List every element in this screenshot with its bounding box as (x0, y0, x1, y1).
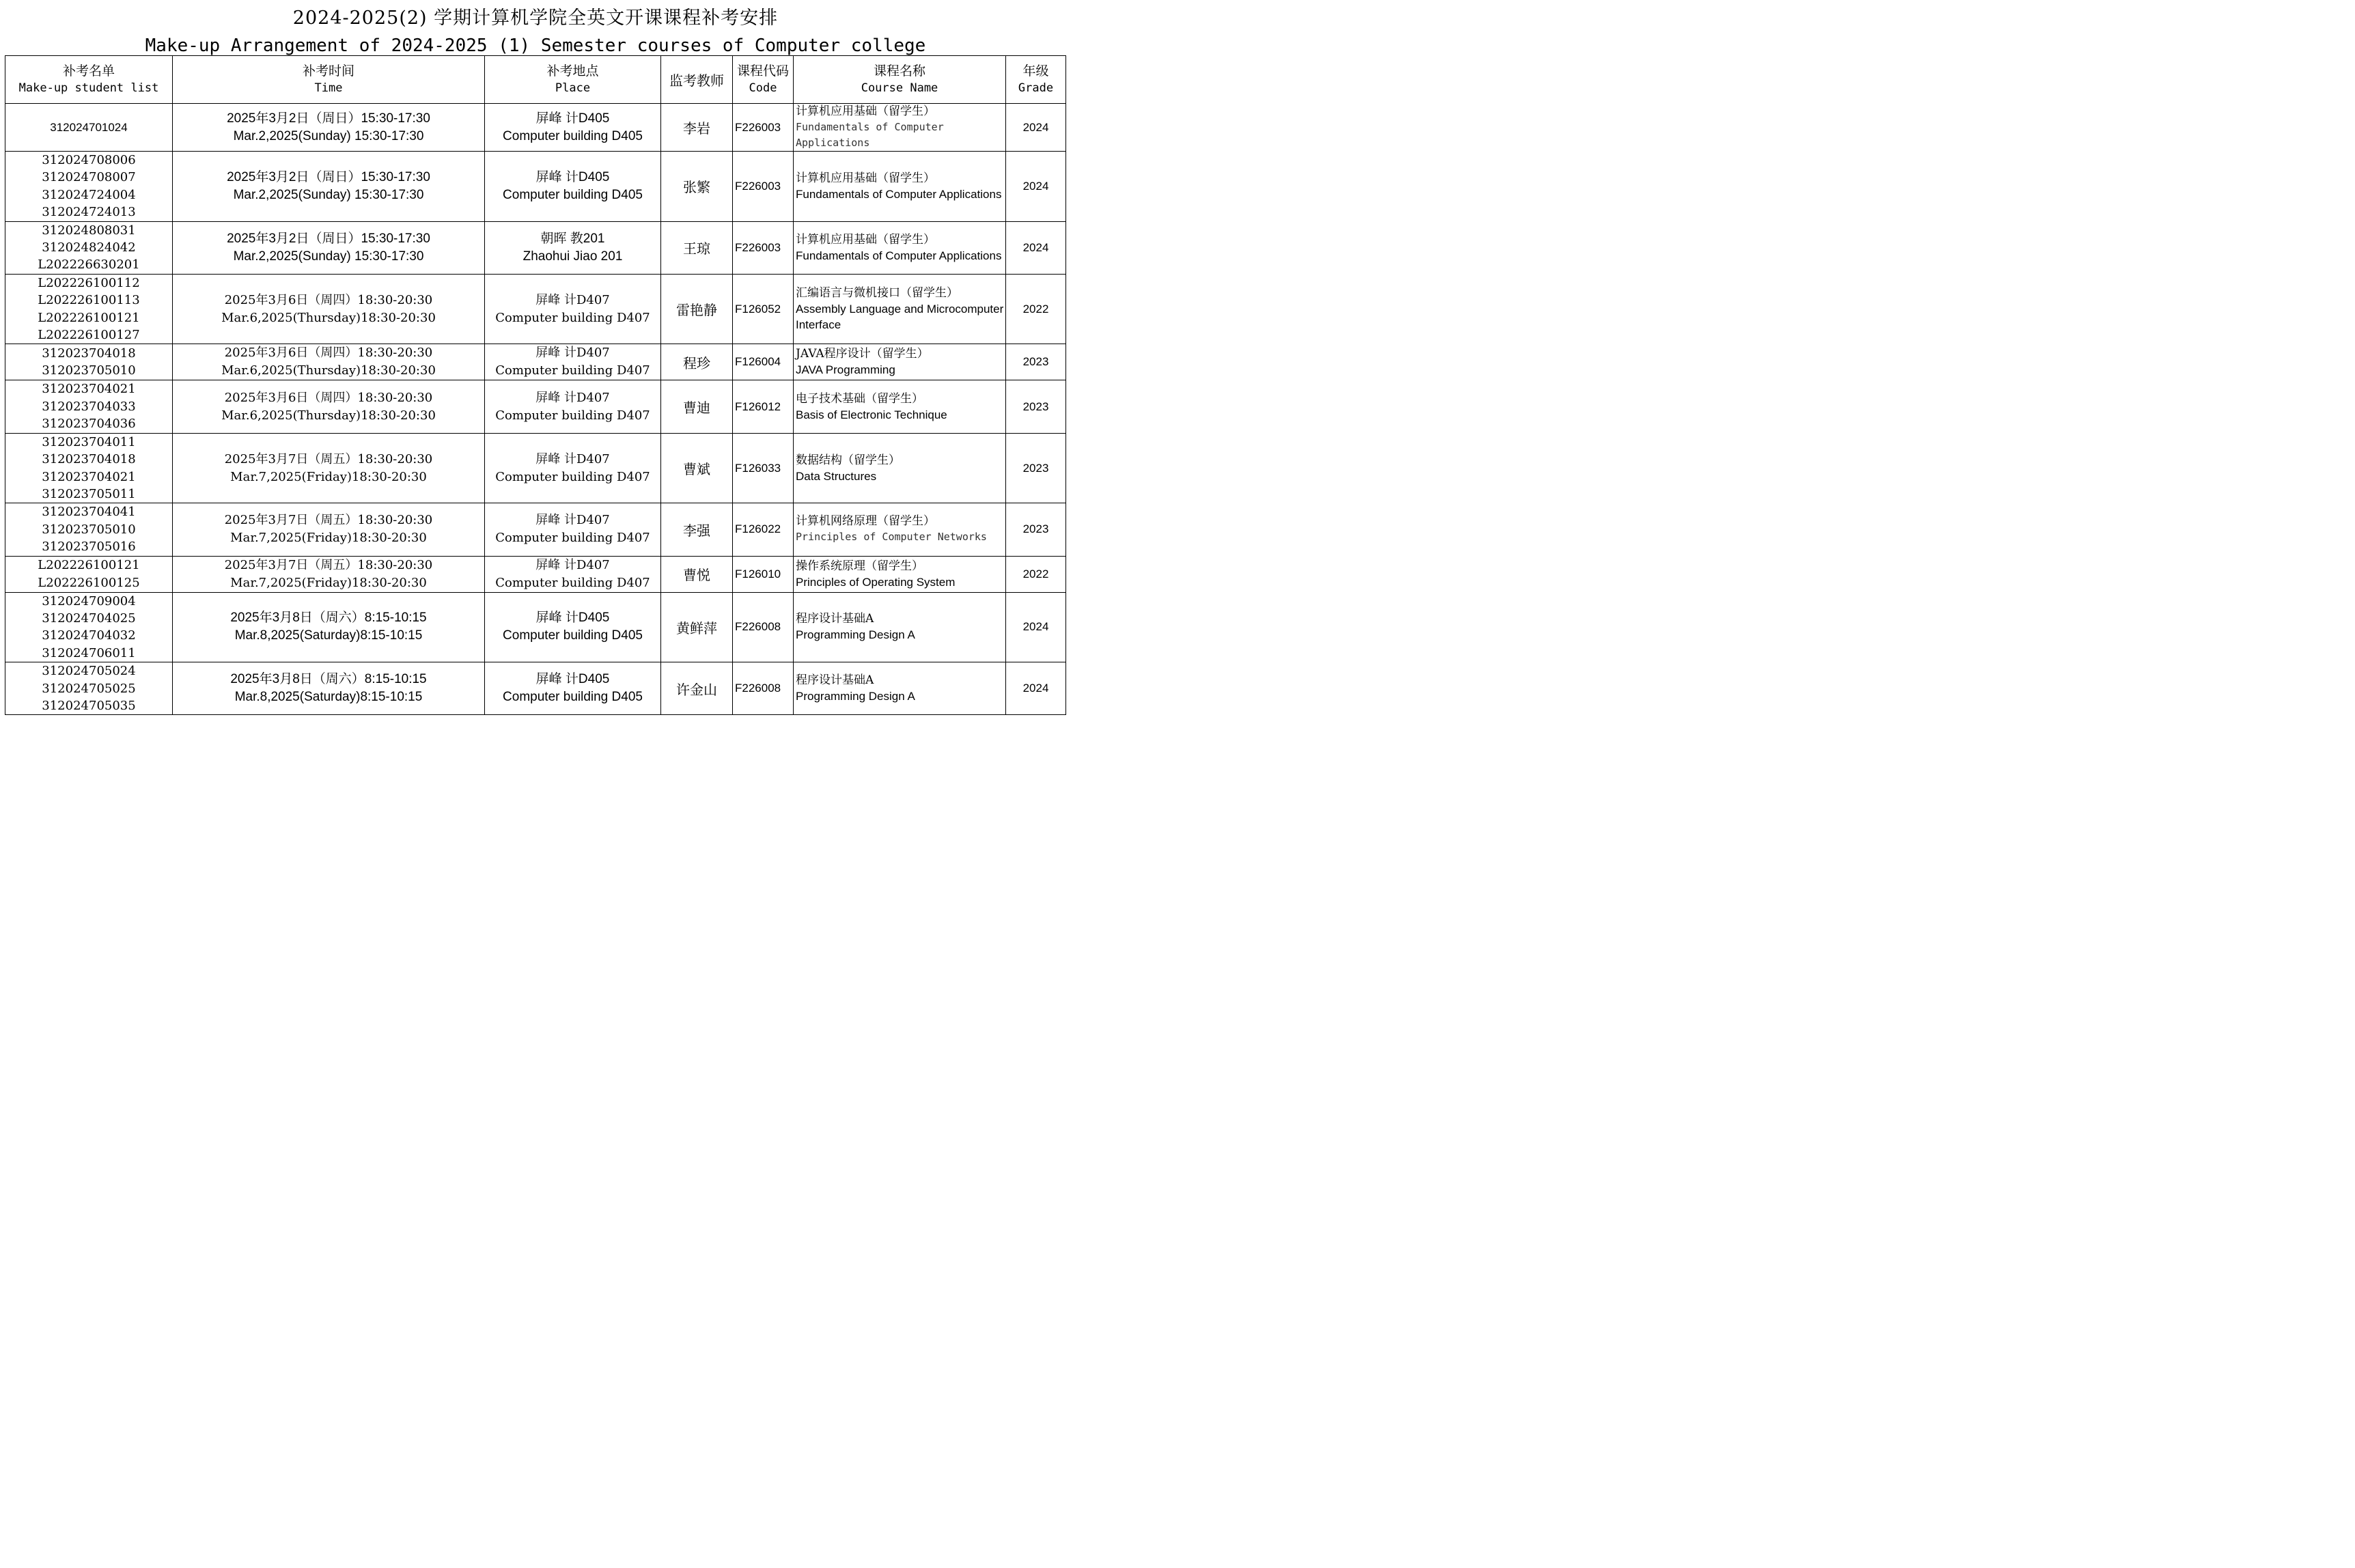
table-row (5, 344, 1066, 380)
header-code-en: Code (749, 81, 777, 95)
header-teacher[interactable] (661, 56, 733, 104)
students-cell[interactable] (5, 152, 173, 222)
table-row (5, 556, 1066, 592)
header-grade-cn: 年级 (1022, 63, 1049, 79)
students-cell[interactable] (5, 556, 173, 592)
time-cn: 2025年3月7日（周五）18:30-20:30 (224, 513, 433, 528)
students-cell[interactable] (5, 592, 173, 662)
students-cell[interactable] (5, 380, 173, 433)
course-name-en: Principles of Operating System (796, 575, 956, 589)
teacher-cell[interactable]: 曹悦 (661, 556, 733, 592)
header-row (5, 56, 1066, 104)
table-row (5, 592, 1066, 662)
place-cn: 朝晖 教201 (540, 231, 605, 246)
grade-cell[interactable]: 2023 (1006, 344, 1066, 380)
student-id: 312024705035 (42, 698, 136, 713)
teacher-cell[interactable]: 李岩 (661, 104, 733, 152)
student-id: 312023705010 (42, 363, 136, 378)
table-row (5, 662, 1066, 715)
time-en: Mar.7,2025(Friday)18:30-20:30 (230, 469, 427, 484)
place-en: Computer building D405 (503, 187, 643, 202)
table-row (5, 274, 1066, 344)
grade-cell[interactable]: 2024 (1006, 152, 1066, 222)
time-cell[interactable] (173, 152, 485, 222)
student-id: 312024824042 (42, 240, 136, 255)
place-cell[interactable] (485, 556, 661, 592)
place-cn: 屏峰 计D407 (535, 346, 610, 361)
course-code-cell[interactable]: F126004 (733, 344, 794, 380)
header-place-en: Place (555, 81, 591, 95)
teacher-cell[interactable]: 许金山 (661, 662, 733, 715)
grade-cell[interactable]: 2023 (1006, 380, 1066, 433)
time-cn: 2025年3月8日（周六）8:15-10:15 (230, 672, 427, 687)
place-en: Zhaohui Jiao 201 (522, 249, 623, 264)
time-cn: 2025年3月7日（周五）18:30-20:30 (224, 451, 433, 466)
page-title-chinese: 2024-2025(2) 学期计算机学院全英文开课课程补考安排 (292, 8, 779, 29)
course-name-cn: 计算机应用基础（留学生） (796, 232, 935, 247)
place-cell[interactable] (485, 592, 661, 662)
makeup-exam-table (5, 55, 1066, 715)
course-name-cell[interactable] (794, 104, 1006, 152)
course-name-cell[interactable] (794, 221, 1006, 274)
course-name-cell[interactable] (794, 503, 1006, 556)
place-cell[interactable] (485, 380, 661, 433)
time-cell[interactable] (173, 104, 485, 152)
student-id: 312023704036 (42, 417, 136, 432)
teacher-cell[interactable]: 程珍 (661, 344, 733, 380)
students-cell[interactable] (5, 344, 173, 380)
course-name-cell[interactable] (794, 344, 1006, 380)
header-code[interactable] (733, 56, 794, 104)
students-cell[interactable] (5, 503, 173, 556)
student-id: 312024724004 (42, 187, 136, 202)
course-code-cell[interactable]: F226003 (733, 152, 794, 222)
student-id: L202226630201 (38, 257, 140, 272)
header-time-cn: 补考时间 (302, 63, 354, 79)
time-cell[interactable] (173, 221, 485, 274)
course-name-en: Programming Design A (796, 690, 915, 703)
time-en: Mar.6,2025(Thursday)18:30-20:30 (221, 310, 436, 325)
course-code-cell[interactable]: F226008 (733, 662, 794, 715)
time-en: Mar.2,2025(Sunday) 15:30-17:30 (233, 128, 424, 143)
place-en: Computer building D407 (495, 469, 650, 484)
header-place-cn: 补考地点 (546, 63, 599, 79)
student-id: 312023704041 (42, 505, 136, 520)
table-row (5, 433, 1066, 503)
course-code-cell[interactable]: F226003 (733, 104, 794, 152)
page-title-english: Make-up Arrangement of 2024-2025 (1) Semester courses of Computer college (145, 36, 926, 56)
spreadsheet-page (0, 0, 1071, 713)
students-cell[interactable] (5, 104, 173, 152)
course-code-cell[interactable]: F126033 (733, 433, 794, 503)
time-cell[interactable] (173, 503, 485, 556)
time-cn: 2025年3月8日（周六）8:15-10:15 (230, 611, 427, 626)
students-cell[interactable] (5, 221, 173, 274)
course-name-cell[interactable] (794, 433, 1006, 503)
place-cn: 屏峰 计D405 (535, 169, 610, 184)
student-id: 312024708007 (42, 170, 136, 185)
course-name-cell[interactable] (794, 380, 1006, 433)
place-cell[interactable] (485, 221, 661, 274)
course-name-en: Principles of Computer Networks (796, 531, 987, 544)
course-name-cn: 程序设计基础A (796, 612, 874, 626)
time-en: Mar.8,2025(Saturday)8:15-10:15 (234, 628, 423, 643)
place-cell[interactable] (485, 503, 661, 556)
header-grade[interactable] (1006, 56, 1066, 104)
course-name-cell[interactable] (794, 274, 1006, 344)
place-cn: 屏峰 计D405 (535, 672, 610, 687)
course-name-cn: 计算机应用基础（留学生） (796, 104, 935, 118)
time-cn: 2025年3月2日（周日）15:30-17:30 (227, 169, 430, 184)
header-place[interactable] (485, 56, 661, 104)
course-name-en: Assembly Language and Microcomputer Interface (796, 303, 1004, 332)
place-cell[interactable] (485, 152, 661, 222)
time-cn: 2025年3月6日（周四）18:30-20:30 (224, 390, 433, 405)
place-cn: 屏峰 计D407 (535, 513, 610, 528)
teacher-cell[interactable]: 雷艳静 (661, 274, 733, 344)
time-cn: 2025年3月7日（周五）18:30-20:30 (224, 557, 433, 572)
time-cell[interactable] (173, 592, 485, 662)
teacher-cell[interactable]: 王琼 (661, 221, 733, 274)
table-row (5, 503, 1066, 556)
course-name-cn: 程序设计基础A (796, 673, 874, 688)
student-id: 312023705010 (42, 522, 136, 537)
table-row (5, 152, 1066, 222)
place-cell[interactable] (485, 274, 661, 344)
student-id: L202226100121 (38, 558, 140, 573)
students-cell[interactable] (5, 662, 173, 715)
time-cn: 2025年3月6日（周四）18:30-20:30 (224, 346, 433, 361)
place-cn: 屏峰 计D407 (535, 557, 610, 572)
student-id: 312023704018 (42, 346, 136, 361)
header-time[interactable] (173, 56, 485, 104)
student-id: 312023705016 (42, 540, 136, 555)
course-name-cn: 操作系统原理（留学生） (796, 559, 923, 573)
table-row (5, 221, 1066, 274)
time-en: Mar.7,2025(Friday)18:30-20:30 (230, 575, 427, 590)
table-row (5, 104, 1066, 152)
student-id: 312023704021 (42, 469, 136, 484)
student-id: 312023704033 (42, 399, 136, 414)
header-students[interactable] (5, 56, 173, 104)
place-en: Computer building D407 (495, 531, 650, 546)
time-en: Mar.2,2025(Sunday) 15:30-17:30 (233, 187, 424, 202)
grade-cell[interactable]: 2022 (1006, 274, 1066, 344)
student-id: 312024704032 (42, 628, 136, 643)
time-cell[interactable] (173, 380, 485, 433)
course-name-en: Fundamentals of Computer Applications (796, 249, 1002, 262)
student-id: L202226100112 (38, 275, 140, 290)
students-cell[interactable] (5, 433, 173, 503)
grade-cell[interactable]: 2024 (1006, 104, 1066, 152)
time-en: Mar.6,2025(Thursday)18:30-20:30 (221, 408, 436, 423)
course-name-cell[interactable] (794, 662, 1006, 715)
student-id: 312023704011 (42, 434, 136, 449)
course-code-cell[interactable]: F126012 (733, 380, 794, 433)
place-cn: 屏峰 计D407 (535, 451, 610, 466)
time-en: Mar.6,2025(Thursday)18:30-20:30 (221, 363, 436, 378)
student-id: L202226100125 (38, 575, 140, 590)
course-code-cell[interactable]: F226003 (733, 221, 794, 274)
place-en: Computer building D407 (495, 363, 650, 378)
student-id: 312024705024 (42, 664, 136, 679)
student-id: 312024701024 (50, 120, 128, 134)
time-cell[interactable] (173, 433, 485, 503)
student-id: 312024708006 (42, 153, 136, 167)
course-name-cn: JAVA程序设计（留学生） (796, 347, 929, 361)
header-course[interactable] (794, 56, 1006, 104)
course-name-cell[interactable] (794, 592, 1006, 662)
student-id: 312024724013 (42, 205, 136, 220)
student-id: 312023705011 (42, 486, 136, 501)
place-cell[interactable] (485, 104, 661, 152)
teacher-cell[interactable]: 张繁 (661, 152, 733, 222)
teacher-cell[interactable]: 曹斌 (661, 433, 733, 503)
student-id: 312024706011 (42, 645, 136, 660)
grade-cell[interactable]: 2024 (1006, 592, 1066, 662)
place-cn: 屏峰 计D405 (535, 111, 610, 126)
course-name-cn: 数据结构（留学生） (796, 453, 900, 467)
time-cn: 2025年3月2日（周日）15:30-17:30 (227, 231, 430, 246)
course-name-cn: 汇编语言与微机接口（留学生） (796, 286, 958, 300)
place-en: Computer building D405 (503, 128, 643, 143)
table-body (5, 104, 1066, 715)
grade-cell[interactable]: 2024 (1006, 221, 1066, 274)
place-en: Computer building D407 (495, 575, 650, 590)
course-code-cell[interactable]: F126052 (733, 274, 794, 344)
course-code-cell[interactable]: F126010 (733, 556, 794, 592)
course-name-en: JAVA Programming (796, 363, 895, 377)
place-cell[interactable] (485, 662, 661, 715)
student-id: 312024705025 (42, 681, 136, 696)
time-cn: 2025年3月2日（周日）15:30-17:30 (227, 111, 430, 126)
time-cell[interactable] (173, 556, 485, 592)
course-name-cn: 电子技术基础（留学生） (796, 391, 923, 406)
teacher-cell[interactable]: 黄鲜萍 (661, 592, 733, 662)
time-cell[interactable] (173, 274, 485, 344)
course-name-en: Fundamentals of Computer Applications (796, 121, 944, 149)
course-name-en: Programming Design A (796, 628, 915, 642)
student-id: L202226100113 (38, 293, 140, 308)
place-cell[interactable] (485, 433, 661, 503)
student-id: 312024808031 (42, 223, 136, 238)
course-name-en: Fundamentals of Computer Applications (796, 187, 1002, 201)
student-id: L202226100127 (38, 328, 140, 343)
header-code-cn: 课程代码 (736, 63, 789, 79)
time-cell[interactable] (173, 662, 485, 715)
time-en: Mar.8,2025(Saturday)8:15-10:15 (234, 690, 423, 705)
students-cell[interactable] (5, 274, 173, 344)
course-name-cell[interactable] (794, 152, 1006, 222)
header-time-en: Time (314, 81, 343, 95)
table-row (5, 380, 1066, 433)
header-grade-en: Grade (1018, 81, 1054, 95)
grade-cell[interactable]: 2024 (1006, 662, 1066, 715)
time-en: Mar.2,2025(Sunday) 15:30-17:30 (233, 249, 424, 264)
header-students-cn: 补考名单 (62, 63, 115, 79)
place-en: Computer building D407 (495, 310, 650, 325)
course-name-en: Basis of Electronic Technique (796, 408, 947, 421)
teacher-cell[interactable]: 曹迪 (661, 380, 733, 433)
place-en: Computer building D405 (503, 690, 643, 705)
place-cn: 屏峰 计D407 (535, 292, 610, 307)
student-id: L202226100121 (38, 310, 140, 325)
place-en: Computer building D405 (503, 628, 643, 643)
place-cn: 屏峰 计D407 (535, 390, 610, 405)
place-en: Computer building D407 (495, 408, 650, 423)
header-teacher-cn: 监考教师 (669, 72, 724, 89)
course-code-cell[interactable]: F226008 (733, 592, 794, 662)
place-cn: 屏峰 计D405 (535, 611, 610, 626)
course-name-en: Data Structures (796, 469, 877, 483)
course-code-cell[interactable]: F126022 (733, 503, 794, 556)
time-cn: 2025年3月6日（周四）18:30-20:30 (224, 292, 433, 307)
student-id: 312023704021 (42, 382, 136, 397)
grade-cell[interactable]: 2022 (1006, 556, 1066, 592)
student-id: 312024704025 (42, 611, 136, 626)
time-cell[interactable] (173, 344, 485, 380)
course-name-cn: 计算机应用基础（留学生） (796, 171, 935, 185)
teacher-cell[interactable]: 李强 (661, 503, 733, 556)
course-name-cn: 计算机网络原理（留学生） (796, 514, 935, 529)
header-students-en: Make-up student list (18, 81, 159, 95)
header-course-cn: 课程名称 (873, 63, 925, 79)
grade-cell[interactable]: 2023 (1006, 503, 1066, 556)
student-id: 312024709004 (42, 593, 136, 608)
course-name-cell[interactable] (794, 556, 1006, 592)
header-course-en: Course Name (861, 81, 938, 95)
grade-cell[interactable]: 2023 (1006, 433, 1066, 503)
student-id: 312023704018 (42, 452, 136, 467)
place-cell[interactable] (485, 344, 661, 380)
time-en: Mar.7,2025(Friday)18:30-20:30 (230, 531, 427, 546)
